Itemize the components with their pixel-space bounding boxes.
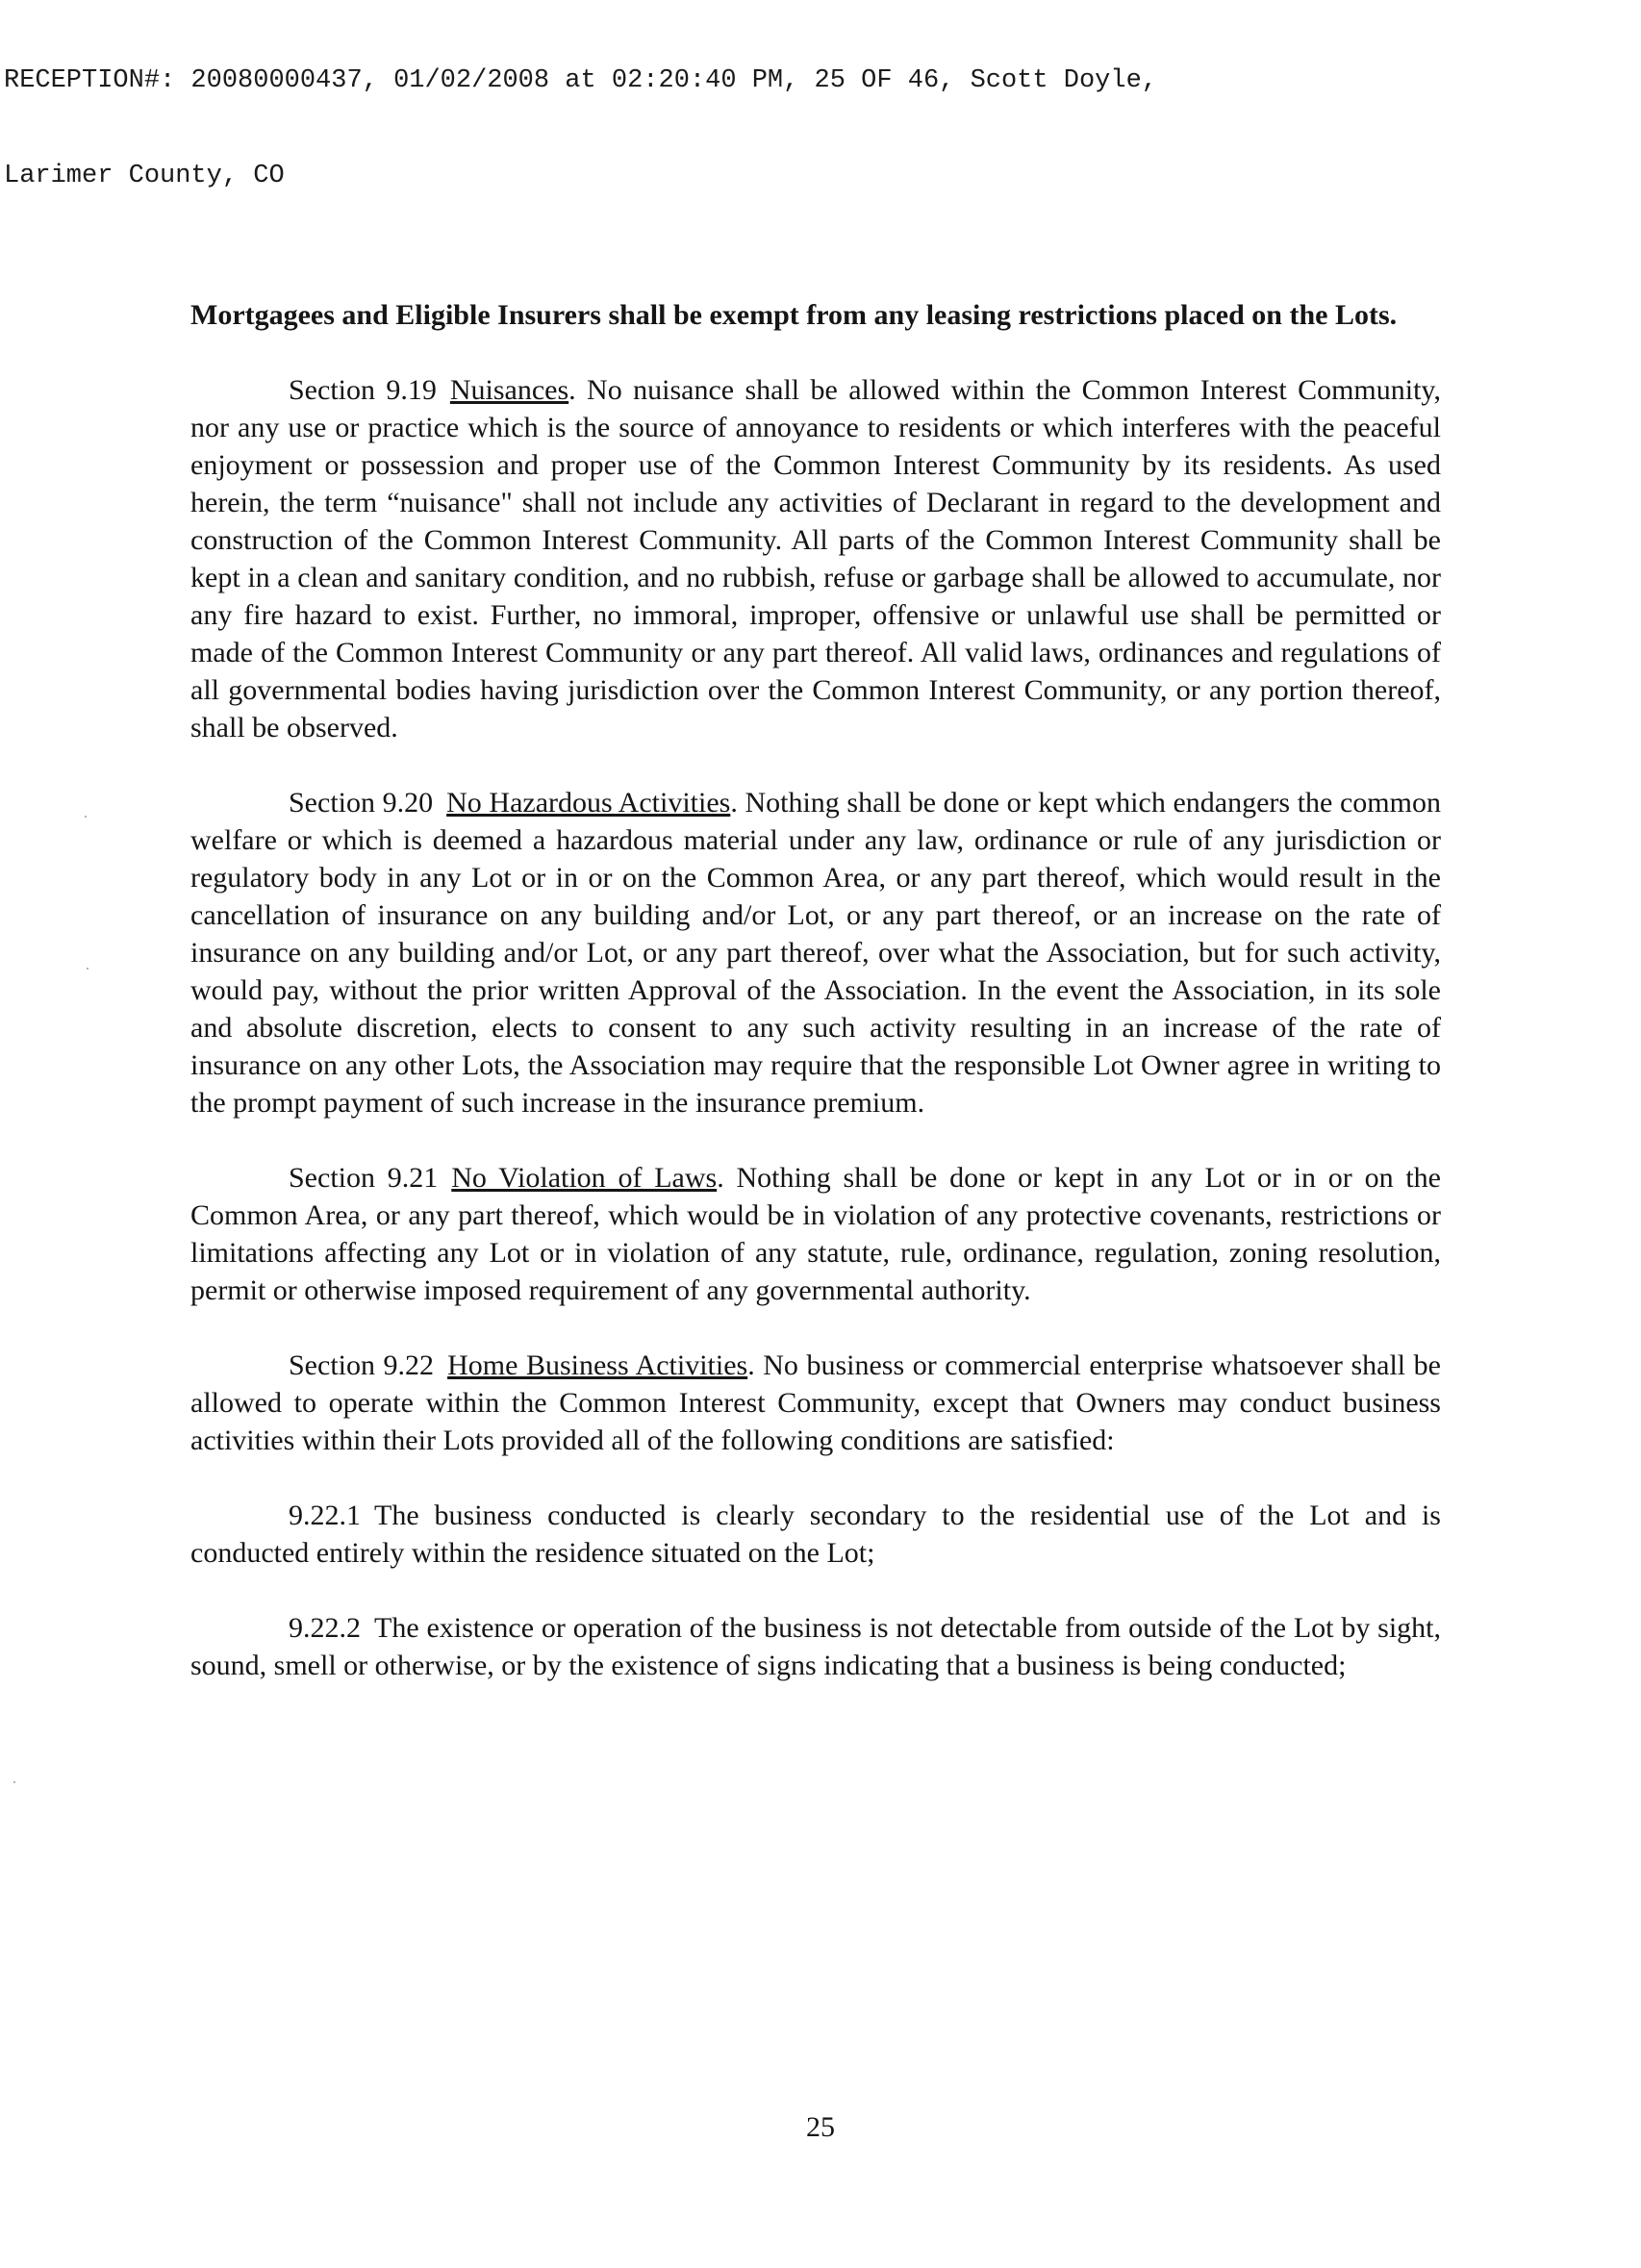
section-9-20 (190, 784, 1441, 1121)
section-number: Section 9.19 (289, 374, 437, 406)
section-9-19 (190, 371, 1441, 746)
section-title: Nuisances (449, 374, 569, 406)
section-text: . Nothing shall be done or kept which endangers the common welfare or which is deemed a hazardous material under any law, ordinance or rule of any jurisdiction or regulatory body in any Lot or in or on the Common Area, or any part thereof, which would result in the cancellation of insurance on any building and/or Lot, or any part thereof, or an increase on the rate of insurance on any building and/or Lot, or any part thereof, over what the Association, but for such activity, would pay, without the prior written Approval of the Association. In the event the Association, in its sole and absolute discretion, elects to consent to any such activity resulting in an increase of the rate of insurance on any other Lots, the Association may require that the responsible Lot Owner agree in writing to the prompt payment of such increase in the insurance premium. (190, 787, 1441, 1119)
subsection-text: The existence or operation of the business is not detectable from outside of the Lot by sight, sound, smell or otherwise, or by the existence of signs indicating that a business is being conducted; (190, 1612, 1441, 1681)
section-number: Section 9.20 (289, 787, 434, 819)
scan-speck (13, 1781, 15, 1783)
scan-speck (85, 816, 87, 818)
section-9-22 (190, 1347, 1441, 1459)
section-text: . Nothing shall be done or kept in any Lot or in or on the Common Area, or any part thereof, which would be in violation of any protective covenants, restrictions or limitations affecting any Lot or in violation of any statute, rule, ordinance, regulation, zoning resolution, permit or otherwise imposed requirement of any governmental authority. (190, 1162, 1441, 1306)
document-body (190, 296, 1441, 1722)
leasing-exemption-paragraph: Mortgagees and Eligible Insurers shall be exempt from any leasing restrictions placed on the Lots. (190, 299, 1398, 331)
section-text: . No nuisance shall be allowed within the Common Interest Community, nor any use or practice which is the source of annoyance to residents or which interferes with the peaceful enjoyment or possession and proper use of the Common Interest Community by its residents. As used herein, the term “nuisance" shall not include any activities of Declarant in regard to the development and construction of the Common Interest Community. All parts of the Common Interest Community shall be kept in a clean and sanitary condition, and no rubbish, refuse or garbage shall be allowed to accumulate, nor any fire hazard to exist. Further, no immoral, improper, offensive or unlawful use shall be permitted or made of the Common Interest Community or any part thereof. All valid laws, ordinances and regulations of all governmental bodies having jurisdiction over the Common Interest Community, or any portion thereof, shall be observed. (190, 374, 1441, 743)
section-number: Section 9.22 (289, 1349, 435, 1381)
section-title: No Hazardous Activities (446, 787, 731, 819)
subsection-9-22-2 (190, 1609, 1441, 1684)
scan-speck (87, 968, 88, 970)
section-text: . No business or commercial enterprise whatsoever shall be allowed to operate within the Common Interest Community, except that Owners may conduct business activities within their Lots provided all of the following conditions are satisfied: (190, 1349, 1441, 1456)
section-9-21 (190, 1159, 1441, 1309)
subsection-text: The business conducted is clearly secondary to the residential use of the Lot and is conducted entirely within the residence situated on the Lot; (190, 1499, 1441, 1569)
section-number: Section 9.21 (289, 1162, 439, 1194)
section-title: Home Business Activities (447, 1349, 748, 1381)
subsection-9-22-1 (190, 1497, 1441, 1572)
recording-stamp-line-1: RECEPTION#: 20080000437, 01/02/2008 at 02:20:40 PM, 25 OF 46, Scott Doyle, (4, 66, 1157, 95)
subsection-number: 9.22.2 (289, 1612, 361, 1644)
section-title: No Violation of Laws (451, 1162, 718, 1194)
page-number: 25 (806, 2111, 835, 2143)
subsection-number: 9.22.1 (289, 1499, 361, 1531)
recording-stamp-line-2: Larimer County, CO (4, 162, 285, 190)
recording-stamp (4, 2, 1620, 224)
